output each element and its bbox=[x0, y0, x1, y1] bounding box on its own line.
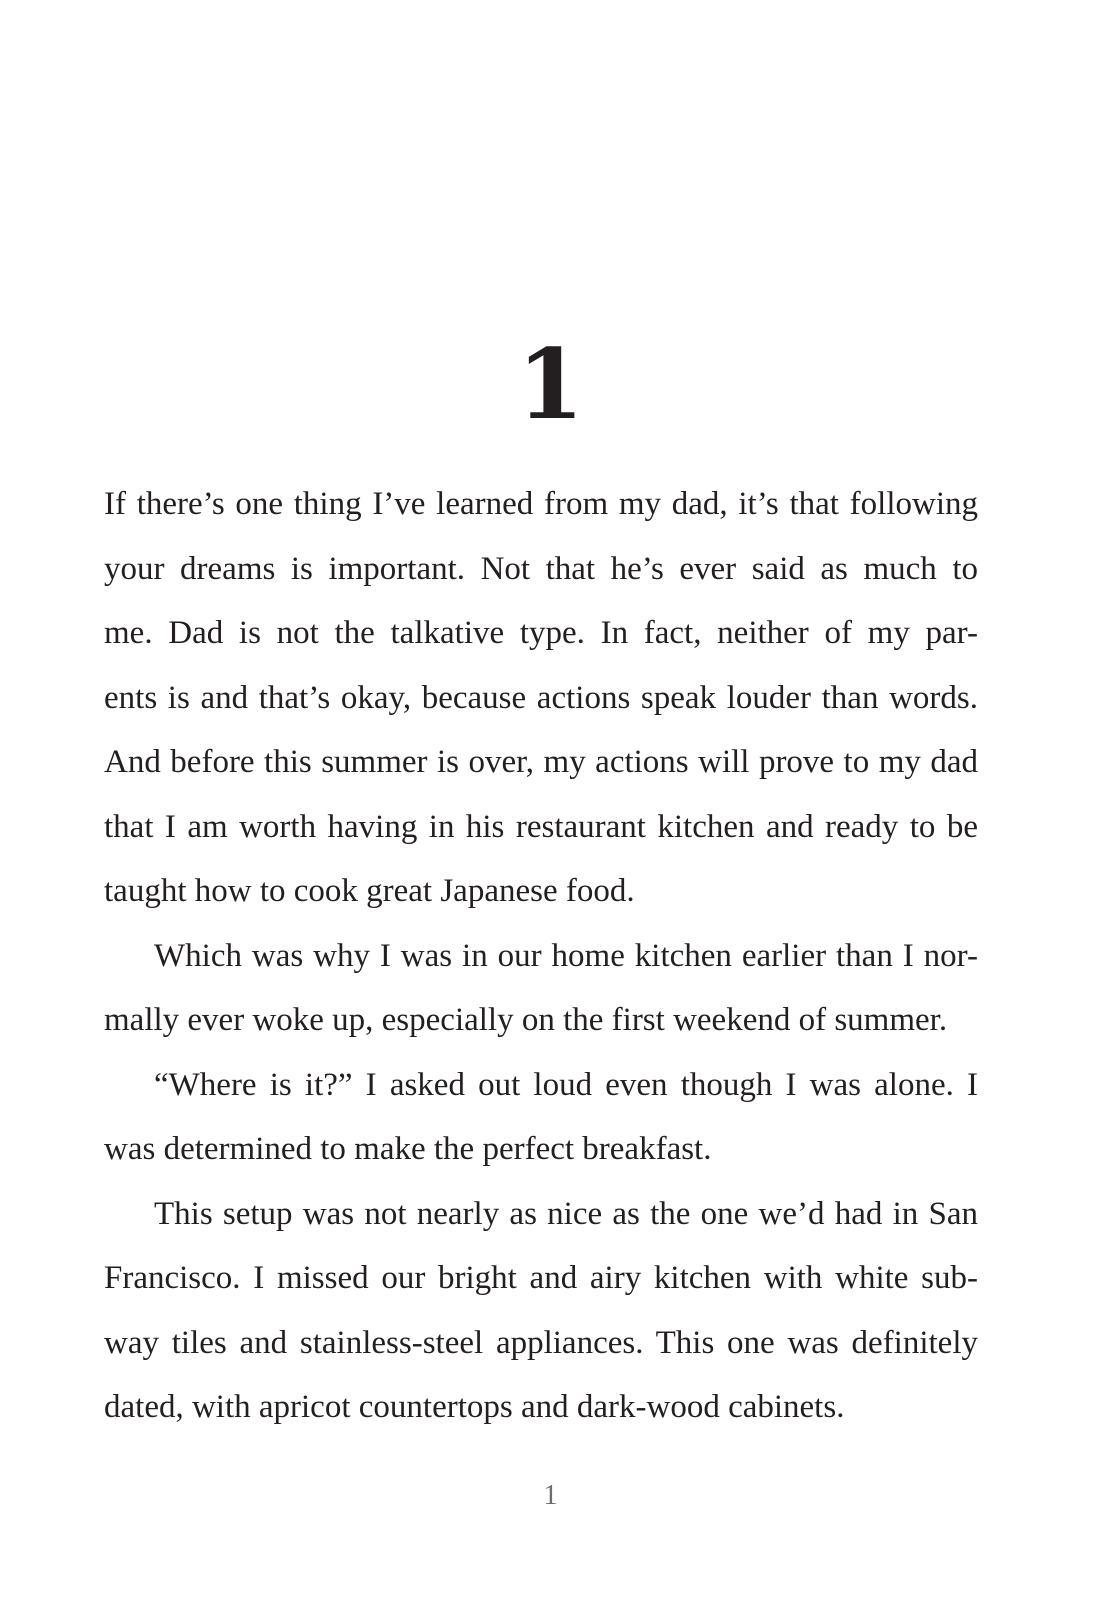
chapter-body bbox=[104, 472, 978, 1440]
text-line: Which was why I was in our home kitchen earlier than I nor- bbox=[154, 937, 978, 974]
text-line: If there’s one thing I’ve learned from my dad, it’s that following bbox=[104, 486, 978, 522]
page-number: 1 bbox=[543, 1480, 558, 1511]
chapter-number: 1 bbox=[517, 328, 584, 441]
text-line: ents is and that’s okay, because actions speak louder than words. bbox=[104, 679, 978, 716]
text-line: was determined to make the perfect breakfast. bbox=[104, 1131, 712, 1167]
text-line: “Where is it?” I asked out loud even though I was alone. I bbox=[154, 1066, 978, 1103]
text-line: dated, with apricot countertops and dark-wood cabinets. bbox=[104, 1389, 845, 1425]
text-line: way tiles and stainless-steel appliances. This one was definitely bbox=[104, 1324, 978, 1361]
text-line: taught how to cook great Japanese food. bbox=[104, 873, 635, 909]
text-line: me. Dad is not the talkative type. In fact, neither of my par- bbox=[104, 615, 978, 651]
text-line: And before this summer is over, my actions will prove to my dad bbox=[104, 744, 978, 780]
text-line: This setup was not nearly as nice as the one we’d had in San bbox=[154, 1195, 978, 1232]
text-line: Francisco. I missed our bright and airy kitchen with white sub- bbox=[104, 1260, 978, 1296]
text-line: your dreams is important. Not that he’s ever said as much to bbox=[104, 550, 978, 587]
text-line: that I am worth having in his restaurant kitchen and ready to be bbox=[104, 808, 978, 845]
text-line: mally ever woke up, especially on the first weekend of summer. bbox=[104, 1002, 948, 1038]
